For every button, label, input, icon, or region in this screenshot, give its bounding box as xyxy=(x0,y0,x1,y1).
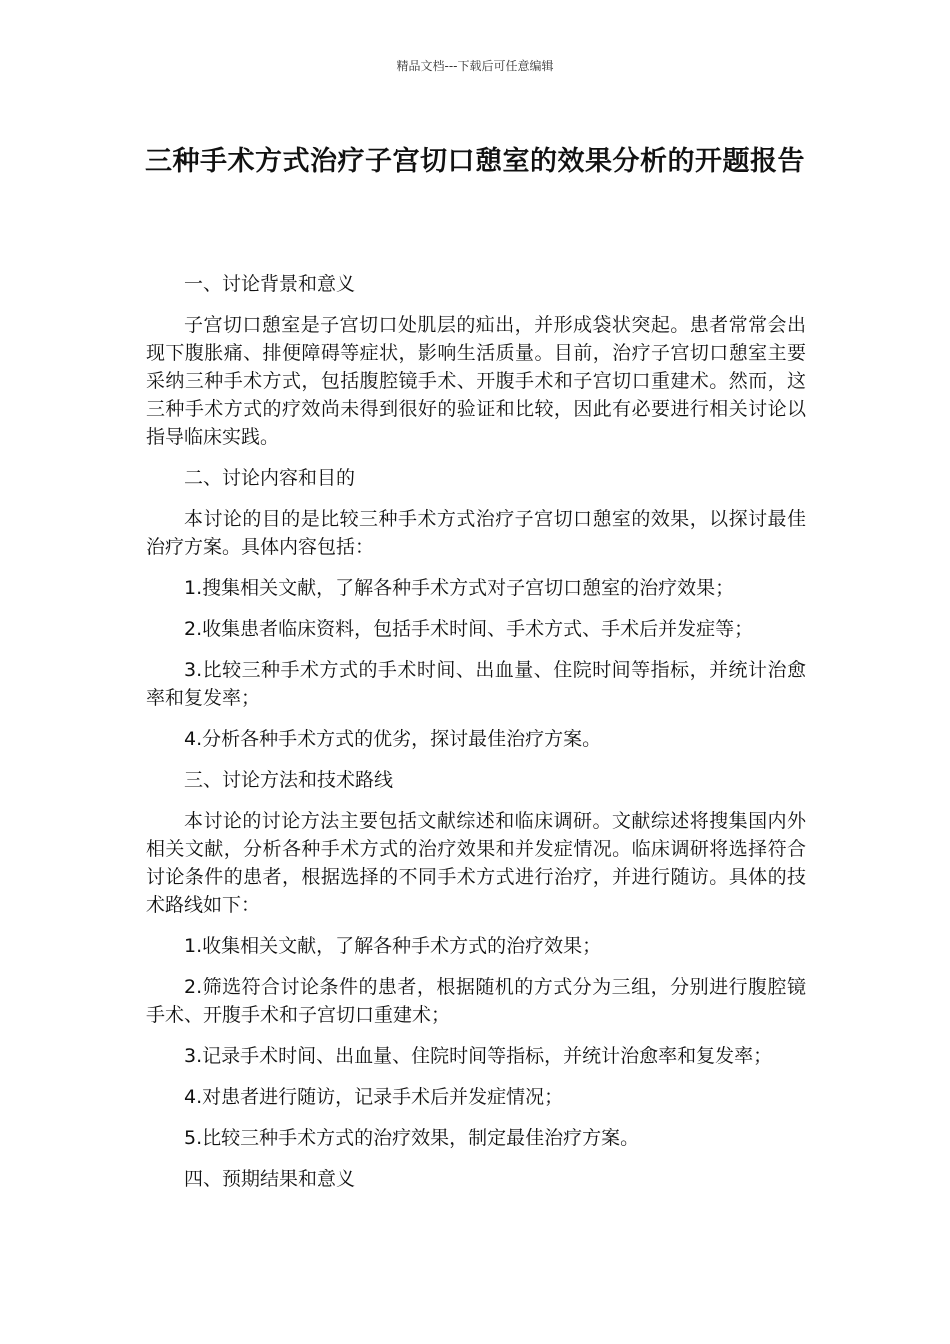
list-item: 4.对患者进行随访，记录手术后并发症情况； xyxy=(184,1086,564,1108)
paragraph-content-intro: 本讨论的目的是比较三种手术方式治疗子宫切口憩室的效果，以探讨最佳治疗方案。具体内容包括： xyxy=(146,508,806,558)
list-item: 3.记录手术时间、出血量、住院时间等指标，并统计治愈率和复发率； xyxy=(184,1045,773,1067)
list-item: 2.筛选符合讨论条件的患者，根据随机的方式分为三组，分别进行腹腔镜手术、开腹手术和子宫切口重建术； xyxy=(146,976,806,1026)
paragraph-background: 子宫切口憩室是子宫切口处肌层的疝出，并形成袋状突起。患者常常会出现下腹胀痛、排便障碍等症状，影响生活质量。目前，治疗子宫切口憩室主要采纳三种手术方式，包括腹腔镜手术、开腹手术和子宫切口重建术。然而，这三种手术方式的疗效尚未得到很好的验证和比较，因此有必要进行相关讨论以指导临床实践。 xyxy=(146,314,806,448)
list-item: 5.比较三种手术方式的治疗效果，制定最佳治疗方案。 xyxy=(184,1127,640,1149)
header-note: 精品文档---下载后可任意编辑 xyxy=(396,59,554,73)
list-item: 3.比较三种手术方式的手术时间、出血量、住院时间等指标，并统计治愈率和复发率； xyxy=(146,659,806,709)
section-heading-methods: 三、讨论方法和技术路线 xyxy=(184,769,394,791)
list-item: 1.搜集相关文献，了解各种手术方式对子宫切口憩室的治疗效果； xyxy=(184,577,735,599)
list-item: 1.收集相关文献，了解各种手术方式的治疗效果； xyxy=(184,935,602,957)
document-body xyxy=(146,270,806,1206)
list-item: 4.分析各种手术方式的优劣，探讨最佳治疗方案。 xyxy=(184,728,602,750)
section-heading-content: 二、讨论内容和目的 xyxy=(184,467,356,489)
section-heading-expected-results: 四、预期结果和意义 xyxy=(184,1168,356,1190)
section-heading-background: 一、讨论背景和意义 xyxy=(184,273,356,295)
document-title: 三种手术方式治疗子宫切口憩室的效果分析的开题报告 xyxy=(145,146,805,177)
paragraph-methods: 本讨论的讨论方法主要包括文献综述和临床调研。文献综述将搜集国内外相关文献，分析各种手术方式的治疗效果和并发症情况。临床调研将选择符合讨论条件的患者，根据选择的不同手术方式进行治疗，并进行随访。具体的技术路线如下： xyxy=(146,810,806,916)
list-item: 2.收集患者临床资料，包括手术时间、手术方式、手术后并发症等； xyxy=(184,618,754,640)
